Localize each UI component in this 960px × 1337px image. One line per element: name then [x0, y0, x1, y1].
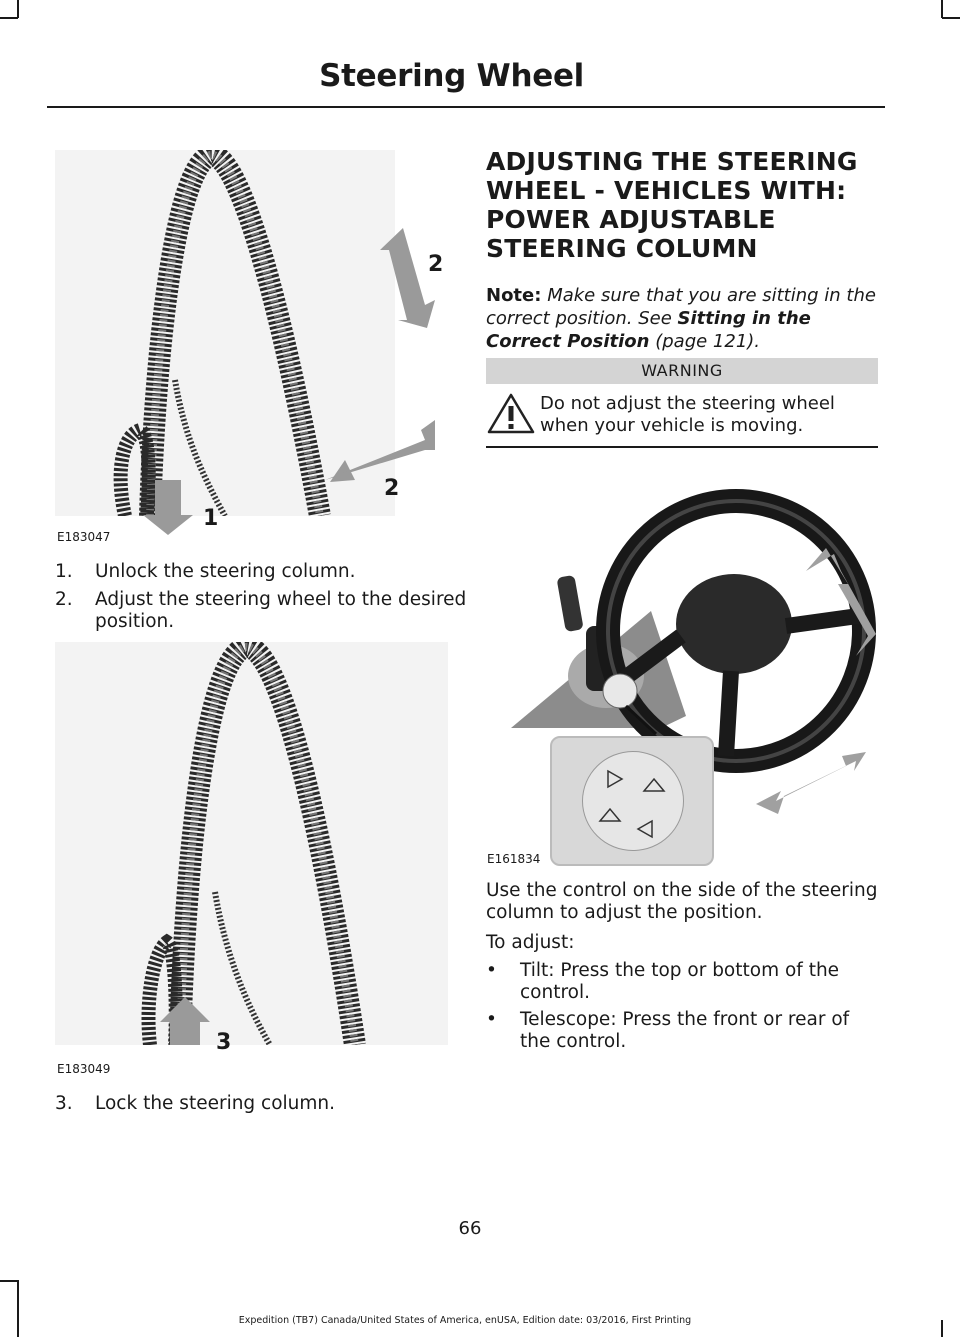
bullet-tilt [486, 960, 881, 1008]
direction-arrows-icon [582, 751, 682, 849]
callout-2: 2 [428, 252, 444, 277]
step-number: 2. [55, 589, 73, 610]
bullet-mark: • [486, 960, 497, 981]
step-2 [55, 588, 467, 636]
note [486, 284, 881, 353]
adjust-arrows-overlay [55, 150, 475, 540]
steering-wheel-illustration [55, 642, 448, 1045]
bullet-mark: • [486, 1009, 497, 1030]
heading-line: ADJUSTING THE STEERING [486, 147, 858, 176]
crop-mark [941, 1320, 943, 1337]
warning-header: WARNING [486, 358, 878, 384]
note-text: Make sure that you are sitting in the correct position. See [486, 285, 876, 329]
paragraph-use-control: Use the control on the side of the steering column to adjust the position. [486, 880, 878, 923]
warning-rule [486, 446, 878, 448]
warning-triangle-icon [486, 392, 536, 436]
figure-id: E183047 [57, 530, 111, 544]
step-number: 3. [55, 1093, 73, 1114]
edition-footer: Expedition (TB7) Canada/United States of America, enUSA, Edition date: 03/2016, First Printing [238, 1315, 692, 1326]
step-text-line1: Adjust the steering wheel to the desired [95, 589, 467, 610]
page-number: 66 [458, 1218, 482, 1239]
cross-reference-link[interactable]: Sitting in the Correct Position [486, 308, 811, 352]
figure-id: E161834 [487, 852, 541, 866]
step-number: 1. [55, 561, 73, 582]
callout-3: 3 [216, 1030, 232, 1055]
crop-mark [941, 0, 943, 18]
heading-line: POWER ADJUSTABLE [486, 205, 776, 234]
step-1 [55, 560, 455, 586]
bullet-text: Telescope: Press the front or rear of the control. [520, 1009, 850, 1052]
crop-mark [17, 0, 19, 18]
note-label: Note: [486, 285, 542, 306]
page-title: Steering Wheel [319, 58, 584, 94]
callout-1: 1 [203, 506, 219, 531]
figure-id: E183049 [57, 1062, 111, 1076]
figure-lock-steering [55, 642, 448, 1045]
crop-mark [0, 17, 18, 19]
control-closeup [550, 736, 714, 866]
heading-line: WHEEL - VEHICLES WITH: [486, 176, 847, 205]
bullet-telescope [486, 1009, 881, 1057]
callout-2: 2 [384, 476, 400, 501]
crop-mark [0, 1280, 18, 1282]
step-3 [55, 1092, 455, 1118]
paragraph-to-adjust: To adjust: [486, 932, 575, 953]
step-text-line2: position. [95, 611, 175, 632]
crop-mark [17, 1280, 19, 1337]
note-page-ref: (page 121). [655, 331, 761, 352]
title-rule [47, 106, 885, 108]
crop-mark [942, 17, 960, 19]
figure-power-steering-column [486, 466, 881, 866]
section-heading [486, 147, 886, 263]
warning-text: Do not adjust the steering wheel when your vehicle is moving. [540, 393, 835, 436]
step-text: Lock the steering column. [95, 1093, 336, 1114]
step-text: Unlock the steering column. [95, 561, 356, 582]
bullet-text: Tilt: Press the top or bottom of the control. [520, 960, 840, 1003]
heading-line: STEERING COLUMN [486, 234, 758, 263]
